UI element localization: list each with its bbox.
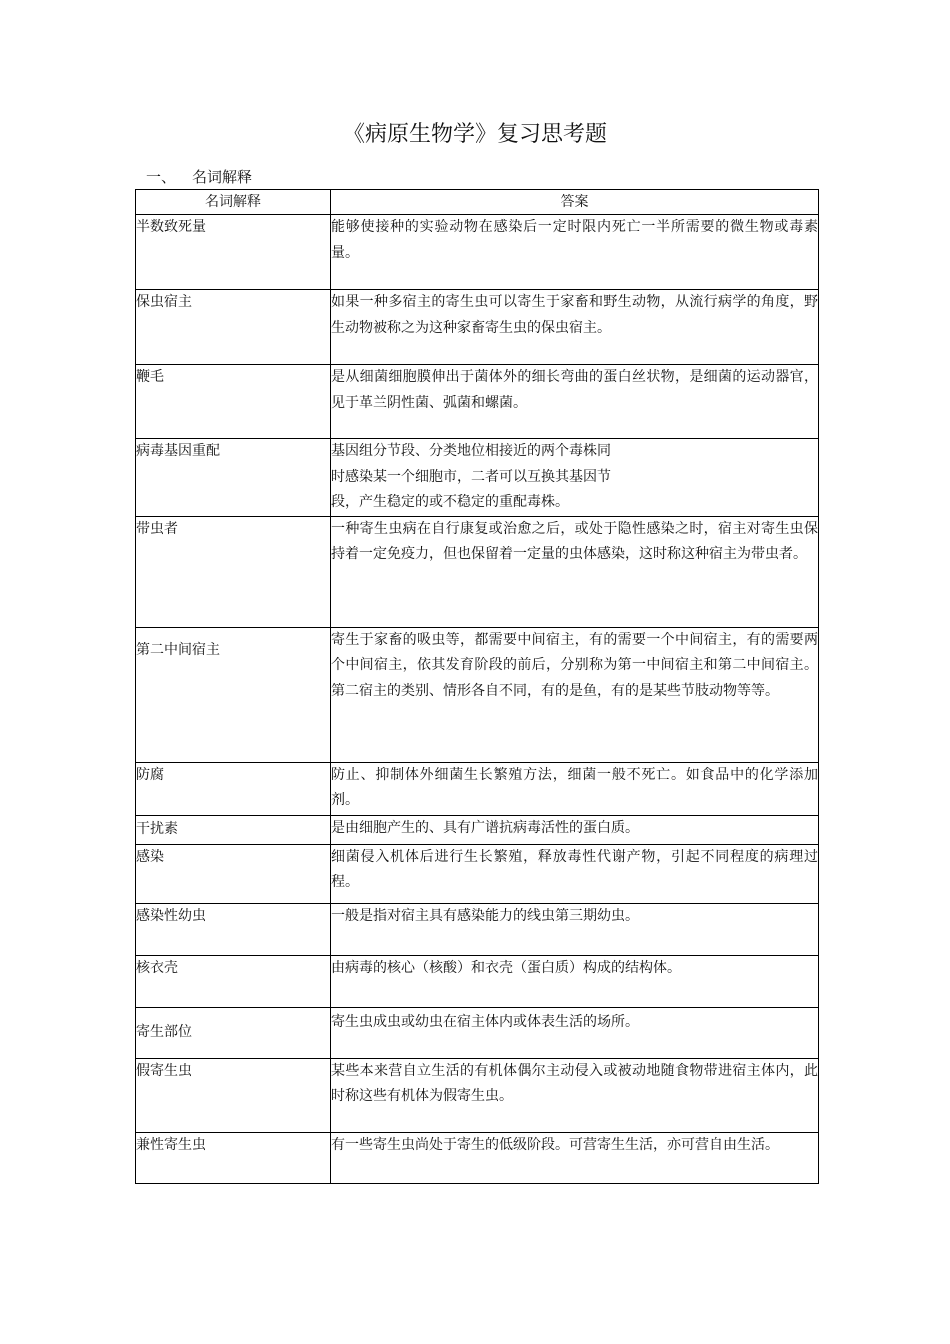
term-cell: 保虫宿主 [136,290,331,365]
term-cell: 鞭毛 [136,365,331,439]
term-cell: 感染 [136,844,331,903]
term-cell: 半数致死量 [136,215,331,290]
definition-cell: 有一些寄生虫尚处于寄生的低级阶段。可营寄生生活，亦可营自由生活。 [331,1132,819,1183]
term-cell: 兼性寄生虫 [136,1132,331,1183]
document-title: 《病原生物学》复习思考题 [342,122,607,147]
definition-line: 基因组分节段、分类地位相接近的两个毒株同 [331,443,611,459]
definition-cell [331,439,819,517]
table-row [136,439,819,517]
section-label: 名词解释 [192,168,253,186]
definition-cell: 寄生虫成虫或幼虫在宿主体内或体表生活的场所。 [331,1007,819,1058]
table-row [136,955,819,1007]
table-row [136,290,819,365]
table-row [136,1058,819,1132]
table-header-row [136,190,819,215]
table-row [136,1132,819,1183]
table-row [136,815,819,844]
definition-cell: 某些本来营自立生活的有机体偶尔主动侵入或被动地随食物带进宿主体内，此时称这些有机体为假寄生虫。 [331,1058,819,1132]
definition-cell: 是由细胞产生的、具有广谱抗病毒活性的蛋白质。 [331,815,819,844]
header-answer: 答案 [331,190,819,215]
definition-cell: 是从细菌细胞膜伸出于菌体外的细长弯曲的蛋白丝状物，是细菌的运动器官，见于革兰阴性菌、弧菌和螺菌。 [331,365,819,439]
definition-cell: 一种寄生虫病在自行康复或治愈之后，或处于隐性感染之时，宿主对寄生虫保持着一定免疫力，但也保留着一定量的虫体感染，这时称这种宿主为带虫者。 [331,516,819,627]
table-row [136,627,819,762]
header-term: 名词解释 [136,190,331,215]
table-row [136,215,819,290]
definition-cell: 如果一种多宿主的寄生虫可以寄生于家畜和野生动物，从流行病学的角度，野生动物被称之为这种家畜寄生虫的保虫宿主。 [331,290,819,365]
term-cell: 带虫者 [136,516,331,627]
term-cell: 防腐 [136,762,331,815]
terms-table [135,189,819,1184]
section-number: 一、 [146,168,177,186]
term-cell: 病毒基因重配 [136,439,331,517]
table-row [136,516,819,627]
definition-cell: 防止、抑制体外细菌生长繁殖方法，细菌一般不死亡。如食品中的化学添加剂。 [331,762,819,815]
term-cell: 干扰素 [136,815,331,844]
definition-line: 段，产生稳定的或不稳定的重配毒株。 [331,494,569,510]
definition-cell: 能够使接种的实验动物在感染后一定时限内死亡一半所需要的微生物或毒素量。 [331,215,819,290]
definition-cell: 细菌侵入机体后进行生长繁殖，释放毒性代谢产物，引起不同程度的病理过程。 [331,844,819,903]
table-row [136,1007,819,1058]
term-cell: 核衣壳 [136,955,331,1007]
table-row [136,903,819,955]
definition-cell: 由病毒的核心（核酸）和衣壳（蛋白质）构成的结构体。 [331,955,819,1007]
section-heading [146,167,252,187]
table-row [136,844,819,903]
definition-cell: 寄生于家畜的吸虫等，都需要中间宿主，有的需要一个中间宿主，有的需要两个中间宿主，依其发育阶段的前后，分别称为第一中间宿主和第二中间宿主。第二宿主的类别、情形各自不同，有的是鱼，有的是某些节肢动物等等。 [331,627,819,762]
term-cell: 第二中间宿主 [136,627,331,762]
term-cell: 感染性幼虫 [136,903,331,955]
table-row [136,762,819,815]
term-cell: 寄生部位 [136,1007,331,1058]
term-cell: 假寄生虫 [136,1058,331,1132]
definition-cell: 一般是指对宿主具有感染能力的线虫第三期幼虫。 [331,903,819,955]
table-row [136,365,819,439]
definition-line: 时感染某一个细胞市，二者可以互换其基因节 [331,468,611,485]
